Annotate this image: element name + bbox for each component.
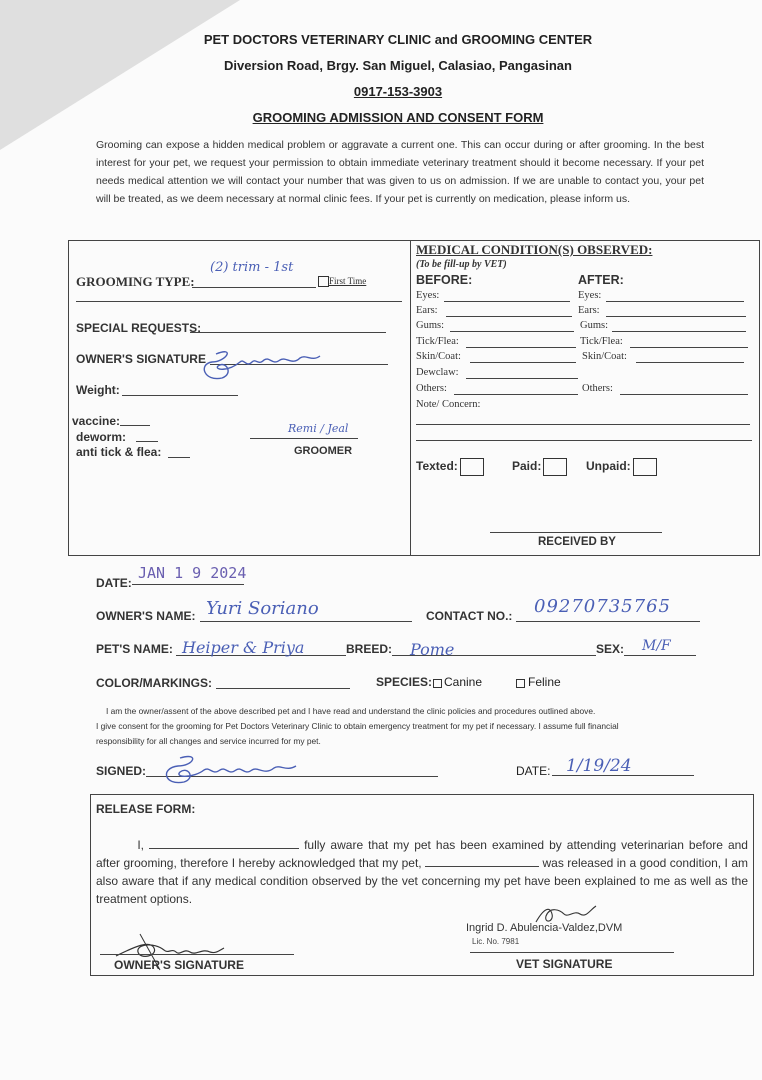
first-time-label: First Time bbox=[329, 276, 367, 286]
canine-checkbox[interactable] bbox=[433, 679, 442, 688]
after-gums-line[interactable] bbox=[612, 331, 746, 332]
vet-release-line bbox=[470, 952, 674, 953]
canine-label: Canine bbox=[444, 675, 483, 689]
anti-tick-line[interactable] bbox=[168, 457, 190, 458]
after-skin-line[interactable] bbox=[636, 362, 744, 363]
deworm-label: deworm: bbox=[76, 430, 127, 444]
before-eyes-line[interactable] bbox=[444, 301, 570, 302]
box-divider bbox=[410, 240, 411, 556]
clinic-address: Diversion Road, Brgy. San Miguel, Calasiao, Pangasinan bbox=[224, 58, 572, 73]
owner-name-value[interactable]: Yuri Soriano bbox=[206, 598, 319, 619]
consent-text bbox=[96, 704, 704, 749]
before-tick-label: Tick/Flea: bbox=[416, 336, 459, 347]
after-ears-label: Ears: bbox=[578, 305, 600, 316]
paid-checkbox[interactable] bbox=[543, 458, 567, 476]
after-eyes-line[interactable] bbox=[606, 301, 744, 302]
sex-line bbox=[624, 655, 696, 656]
form-title: GROOMING ADMISSION AND CONSENT FORM bbox=[252, 110, 544, 125]
color-label: COLOR/MARKINGS: bbox=[96, 676, 212, 690]
unpaid-checkbox[interactable] bbox=[633, 458, 657, 476]
special-requests-line[interactable] bbox=[190, 332, 386, 333]
after-label: AFTER: bbox=[578, 273, 624, 287]
pet-name-value[interactable]: Heiper & Priya bbox=[182, 638, 305, 657]
breed-label: BREED: bbox=[346, 642, 393, 656]
owner-release-line bbox=[100, 954, 294, 955]
groomer-value: Remi / Jeal bbox=[288, 422, 349, 435]
consent-line-2: I give consent for the grooming for Pet Doctors Veterinary Clinic to obtain emergency treatment for my pet if necessary. I assume full financial bbox=[96, 721, 619, 731]
after-gums-label: Gums: bbox=[580, 320, 609, 331]
grooming-extra-line bbox=[76, 301, 402, 302]
feline-checkbox[interactable] bbox=[516, 679, 525, 688]
pet-name-label: PET'S NAME: bbox=[96, 642, 173, 656]
date-line bbox=[132, 584, 244, 585]
special-requests-label: SPECIAL REQUESTS: bbox=[76, 321, 202, 335]
release-text bbox=[96, 836, 748, 908]
sex-label: SEX: bbox=[596, 642, 625, 656]
vaccine-line[interactable] bbox=[120, 425, 150, 426]
before-ears-label: Ears: bbox=[416, 305, 438, 316]
weight-line[interactable] bbox=[122, 395, 238, 396]
owner-signature-scribble bbox=[196, 342, 336, 392]
weight-label: Weight: bbox=[76, 383, 120, 397]
clinic-phone: 0917-153-3903 bbox=[353, 84, 443, 99]
before-dewclaw-label: Dewclaw: bbox=[416, 367, 459, 378]
species-label: SPECIES: bbox=[376, 675, 433, 689]
owner-signature-label: OWNER'S SIGNATURE bbox=[76, 352, 206, 366]
note-line-1[interactable] bbox=[416, 424, 750, 425]
contact-line bbox=[516, 621, 700, 622]
note-line-2[interactable] bbox=[416, 440, 752, 441]
after-eyes-label: Eyes: bbox=[578, 290, 602, 301]
consent-date-value[interactable]: 1/19/24 bbox=[566, 756, 632, 776]
contact-label: CONTACT NO.: bbox=[426, 609, 513, 623]
consent-line-1: I am the owner/assent of the above described pet and I have read and understand the clinic policies and procedures outlined above. bbox=[106, 706, 596, 716]
release-text-a: I, bbox=[137, 838, 144, 852]
unpaid-field bbox=[586, 458, 657, 476]
signed-label: SIGNED: bbox=[96, 764, 147, 778]
received-by-label: RECEIVED BY bbox=[538, 536, 616, 548]
before-gums-label: Gums: bbox=[416, 320, 445, 331]
before-skin-line[interactable] bbox=[470, 362, 576, 363]
breed-value[interactable]: Pome bbox=[410, 640, 455, 659]
intro-paragraph: Grooming can expose a hidden medical problem or aggravate a current one. This can occur during or after grooming. In the best interest for your pet, we request your permission to obtain immediate veterinary treatment should it become necessary. If your pet needs medical attention we will contact your number that was given to us on admission. If we are unable to contact you, your pet will be treated, as we deem necessary at normal clinic fees. If your pet is currently on medication, please inform us. bbox=[96, 139, 704, 205]
release-pet-blank[interactable] bbox=[425, 854, 539, 867]
grooming-type-value[interactable]: (2) trim - 1st bbox=[210, 260, 294, 275]
vet-release-label: VET SIGNATURE bbox=[516, 957, 613, 971]
feline-label: Feline bbox=[528, 675, 561, 689]
after-skin-label: Skin/Coat: bbox=[582, 351, 627, 362]
groomer-label: GROOMER bbox=[294, 445, 353, 457]
release-name-blank[interactable] bbox=[149, 836, 299, 849]
after-others-label: Others: bbox=[582, 383, 613, 394]
before-dewclaw-line[interactable] bbox=[466, 378, 578, 379]
owner-release-label: OWNER'S SIGNATURE bbox=[114, 958, 244, 972]
date-stamp: JAN 1 9 2024 bbox=[138, 564, 247, 582]
signed-scribble bbox=[140, 748, 320, 798]
after-others-line[interactable] bbox=[620, 394, 748, 395]
after-ears-line[interactable] bbox=[606, 316, 746, 317]
vet-name: Ingrid D. Abulencia-Valdez,DVM bbox=[466, 922, 623, 934]
owner-signature-text bbox=[230, 352, 233, 353]
received-by-line[interactable] bbox=[490, 532, 662, 533]
before-others-line[interactable] bbox=[454, 394, 578, 395]
paper-fold-shadow bbox=[0, 0, 240, 150]
groomer-line bbox=[250, 438, 358, 439]
date-label: DATE: bbox=[96, 576, 132, 590]
after-tick-line[interactable] bbox=[630, 347, 748, 348]
before-tick-line[interactable] bbox=[466, 347, 576, 348]
after-tick-label: Tick/Flea: bbox=[580, 336, 623, 347]
clinic-name: PET DOCTORS VETERINARY CLINIC and GROOMING CENTER bbox=[203, 32, 593, 47]
first-time-checkbox[interactable] bbox=[318, 276, 329, 287]
release-text-b: fully aware that my pet has been examined by attending veterinarian before and after grooming, therefore I hereby acknowledged that my pet, bbox=[96, 838, 748, 870]
consent-line-3: responsibility for all changes and service incurred for my pet. bbox=[96, 736, 321, 746]
owner-name-line bbox=[200, 621, 412, 622]
deworm-line[interactable] bbox=[136, 441, 158, 442]
before-skin-label: Skin/Coat: bbox=[416, 351, 461, 362]
vaccine-label: vaccine: bbox=[72, 414, 121, 428]
release-title: RELEASE FORM: bbox=[96, 802, 196, 816]
before-gums-line[interactable] bbox=[450, 331, 574, 332]
texted-label: Texted: bbox=[416, 459, 458, 474]
before-others-label: Others: bbox=[416, 383, 447, 394]
before-label: BEFORE: bbox=[416, 273, 473, 287]
contact-value[interactable]: 09270735765 bbox=[534, 596, 671, 617]
medical-title: MEDICAL CONDITION(S) OBSERVED: bbox=[416, 242, 653, 257]
medical-subtitle: (To be fill-up by VET) bbox=[416, 259, 507, 270]
texted-field bbox=[416, 458, 484, 476]
before-eyes-label: Eyes: bbox=[416, 290, 440, 301]
grooming-type-label: GROOMING TYPE: bbox=[76, 274, 195, 289]
before-ears-line[interactable] bbox=[446, 316, 572, 317]
anti-tick-label: anti tick & flea: bbox=[76, 445, 162, 459]
release-text-c: was released in a good condition, I am also aware that if any medical condition observed by the vet concerning my pet have been explained to me as well as the treatment options. bbox=[96, 856, 748, 906]
signed-text bbox=[200, 764, 203, 765]
vet-license: Lic. No. 7981 bbox=[472, 937, 520, 946]
consent-date-label: DATE: bbox=[516, 764, 551, 778]
texted-checkbox[interactable] bbox=[460, 458, 484, 476]
paid-label: Paid: bbox=[512, 459, 542, 474]
owner-name-label: OWNER'S NAME: bbox=[96, 609, 196, 623]
paid-field bbox=[512, 458, 567, 476]
color-line[interactable] bbox=[216, 688, 350, 689]
unpaid-label: Unpaid: bbox=[586, 459, 631, 474]
note-label: Note/ Concern: bbox=[416, 399, 481, 410]
grooming-type-line bbox=[192, 287, 316, 288]
sex-value[interactable]: M/F bbox=[642, 638, 671, 654]
